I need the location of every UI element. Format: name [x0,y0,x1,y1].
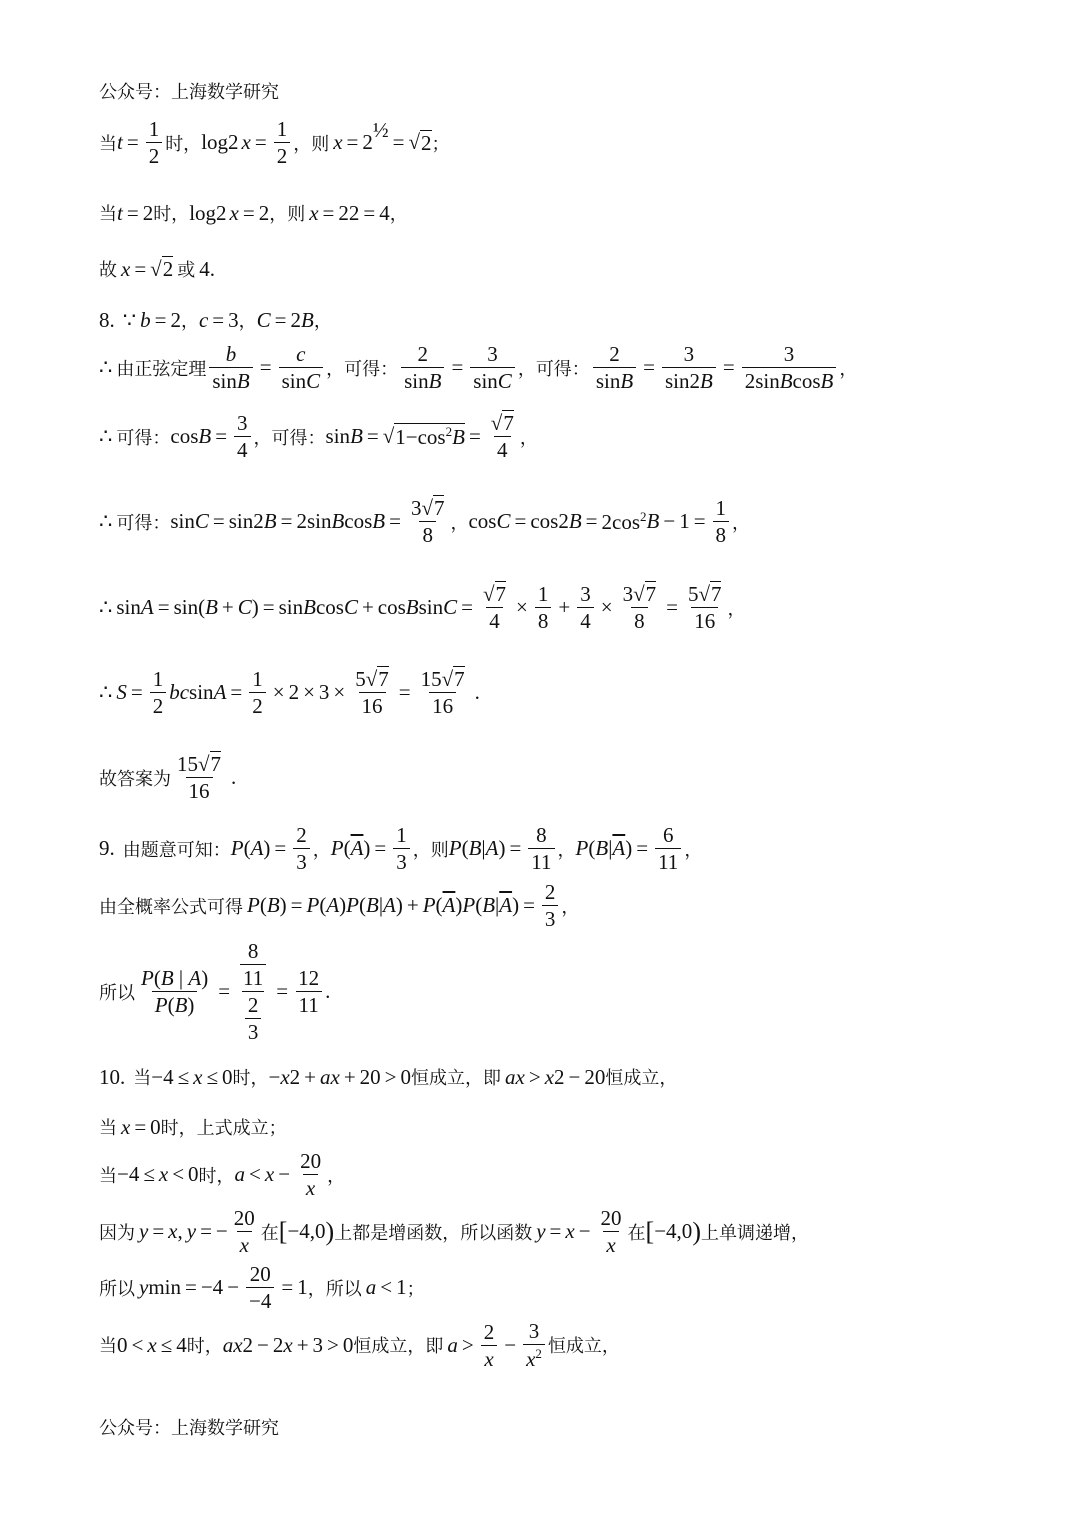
equation-line: ∴ S = $\frac{1}{2}$ bc sin A = $\frac{1}{2}$ × 2 × 3 × $\frac{5√7}{16}$ = $\frac{15√7}{16}$ . [99,667,480,719]
equation-line: ∴ 由正弦定理 $\frac{b}{\sin B}$ = $\frac{c}{\sin C}$ ， 可得： $\frac{2}{\sin B}$ = $\frac{3}{\sin C}$ ， 可得： $\frac{2}{\sin B}$ = $\frac{3}{\sin 2B}$ = $\frac{3}{\text{2sinBcosB}}$ ， [99,342,858,394]
page-footer: 公众号：上海数学研究 [99,1418,279,1439]
equation-line: 所以 y min = −4 − $\frac{20}{-4}$ = 1 ， 所以 a < 1 ； [99,1262,425,1314]
equation-line: 因为 y = x , y = − $\frac{20}{x}$ 在 [ −4,0 ) 上都是增函数， 所以函数 y = x − $\frac{20}{x}$ 在 [ −4,0 ) 上单调递增， [99,1206,809,1258]
equation-line: ∴ 可得： cos B = $\frac{3}{4}$ ， 可得： sin B = √ $1-\cos^2B$ = $\frac{√7}{4}$ ， [99,411,538,463]
problem-8-header: 8. ∵ b = 2 ， c = 3 ， C = 2 B ， [99,307,332,332]
equation-line: 故 x = √ 2 或 4. [99,256,215,281]
problem-9-header: 9. 由题意可知： P ( A ) = $\frac{2}{3}$ ， P ( $\overline{A}$ ) = $\frac{1}{3}$ ， 则 P ( B | A ) = $\frac{8}{11}$ ， P ( B | $\overline{A}$ ) = $\frac{6}{11}$ ， [99,823,703,875]
equation-line: 当 t = 2 时， log 2 x = 2 ， 则 x = 2 2 = 4 ， [99,200,408,225]
problem-10-header: 10. 当 −4 ≤ x ≤ 0 时， − x 2 + ax + 20 > 0 恒成立， 即 ax > x 2 − 20 恒成立， [99,1064,678,1089]
answer-line: 故答案为 $\frac{15√7}{16}$ . [99,752,237,804]
equation-line: 当 0 < x ≤ 4 时， ax 2 − 2 x + 3 > 0 恒成立， 即 a > $\frac{2}{x}$ − $\frac{3}{x^2}$ 恒成立， [99,1319,620,1372]
equation-line: 当 t = $\frac{1}{2}$ 时， log 2 x = $\frac{1}{2}$ ， 则 x = 2 $^{\frac{1}{2}}$ = √ 2 ； [99,117,450,169]
equation-line: 当 −4 ≤ x < 0 时， a < x − $\frac{20}{x}$ ， [99,1149,346,1201]
equation-line: 由全概率公式可得 P ( B ) = P ( A ) P ( B | A ) + P ( $\overline{A}$ ) P ( B | $\overline{A}$ ) = $\frac{2}{3}$ ， [99,880,580,932]
equation-line: ∴ 可得： sin C = sin2 B = 2sin B cos B = $\frac{3√7}{8}$ ， cos C = cos2 B = $2\cos^2$ B − 1 = $\frac{1}{8}$ ， [99,496,751,548]
equation-line: 当 x = 0 时， 上式成立； [99,1114,287,1139]
equation-line: ∴ sin A = sin( B + C ) = sin B cos C + cos B sin C = $\frac{√7}{4}$ × $\frac{1}{8}$ + $\frac{3}{4}$ × $\frac{3√7}{8}$ = $\frac{5√7}{16}$ ， [99,582,746,634]
page-header: 公众号：上海数学研究 [99,82,279,103]
equation-line: 所以 $\frac{P(B | A)}{P(B)}$ = $\frac{\frac{8}{11}}{\frac{2}{3}}$ = $\frac{12}{11}$ . [99,939,331,1045]
